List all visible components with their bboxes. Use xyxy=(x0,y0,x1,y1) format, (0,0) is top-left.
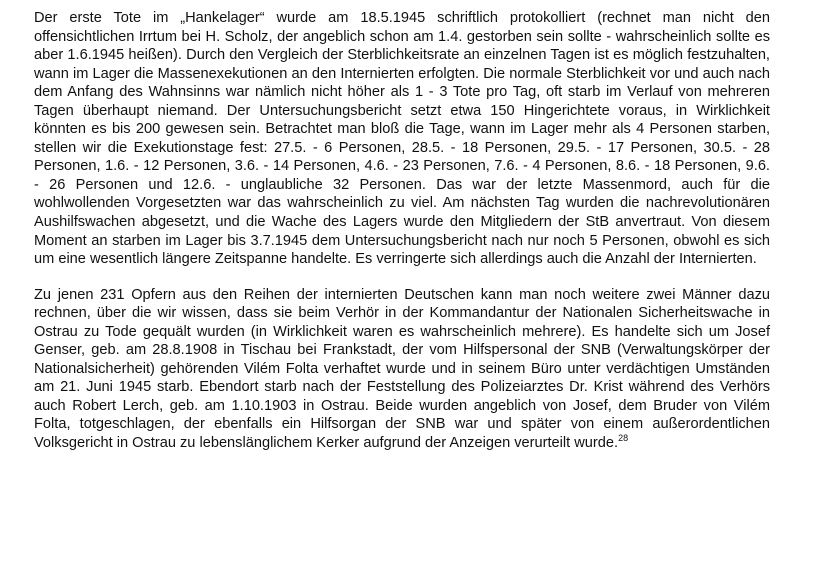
paragraph-1-text: Der erste Tote im „Hankelager“ wurde am 18.5.1945 schriftlich protokolliert (rechnet man nicht den offensichtlichen Irrtum bei H. Scholz, der angeblich schon am 1.4. gestorben sein sollte - wahrscheinlich sollte es aber 1.6.1945 heißen). Durch den Vergleich der Sterblichkeitsrate an einzelnen Tagen ist es möglich festzuhalten, wann im Lager die Massenexekutionen an den Internierten erfolgten. Die normale Sterblichkeit vor und auch nach dem Anfang des Wahnsinns war nämlich nicht höher als 1 - 3 Tote pro Tag, oft starb im Verlauf von mehreren Tagen überhaupt niemand. Der Untersuchungsbericht setzt etwa 150 Hingerichtete voraus, in Wirklichkeit könnten es bis 200 gewesen sein. Betrachtet man bloß die Tage, wann im Lager mehr als 4 Personen starben, stellen wir die Exekutionstage fest: 27.5. - 6 Personen, 28.5. - 18 Personen, 29.5. - 17 Personen, 30.5. - 28 Personen, 1.6. - 12 Personen, 3.6. - 14 Personen, 4.6. - 23 Personen, 7.6. - 4 Personen, 8.6. - 18 Personen, 9.6. - 26 Personen und 12.6. - unglaubliche 32 Personen. Das war der letzte Massenmord, auch für die wohlwollenden Vorgesetzten war das wahrscheinlich zu viel. Am nächsten Tag wurden die nachrevolutionären Aushilfswachen abgesetzt, und die Wache des Lagers wurde den Mitgliedern der StB anvertraut. Von diesem Moment an starben im Lager bis 3.7.1945 dem Untersuchungsbericht nach nur noch 5 Personen, obwohl es sich um eine wesentlich längere Zeitspanne handelte. Es verringerte sich allerdings auch die Anzahl der Internierten. xyxy=(34,10,770,268)
document-page xyxy=(34,9,770,453)
paragraph-2-text: Zu jenen 231 Opfern aus den Reihen der internierten Deutschen kann man noch weitere zwei Männer dazu rechnen, über die wir wissen, dass sie beim Verhör in der Kommandantur der Nationalen Sicherheitswache in Ostrau zu Tode gequält wurden (in Wirklichkeit waren es wahrscheinlich mehrere). Es handelte sich um Josef Genser, geb. am 28.8.1908 in Tischau bei Frankstadt, der vom Hilfspersonal der SNB (Verwaltungskörper der Nationalsicherheit) gehörenden Vilém Folta verhaftet wurde und in seinem Büro unter verdächtigen Umständen am 21. Juni 1945 starb. Ebendort starb nach der Feststellung des Polizeiarztes Dr. Krist während des Verhörs auch Robert Lerch, geb. am 1.10.1903 in Ostrau. Beide wurden angeblich von Josef, dem Bruder von Vilém Folta, totgeschlagen, der ebenfalls ein Hilfsorgan der SNB war und später von einem außerordentlichen Volksgericht in Ostrau zu lebenslänglichem Kerker aufgrund der Anzeigen verurteilt wurde. xyxy=(34,286,770,452)
footnote-marker[interactable]: 28 xyxy=(618,433,629,444)
paragraph-1 xyxy=(34,9,770,269)
paragraph-2 xyxy=(34,286,770,453)
